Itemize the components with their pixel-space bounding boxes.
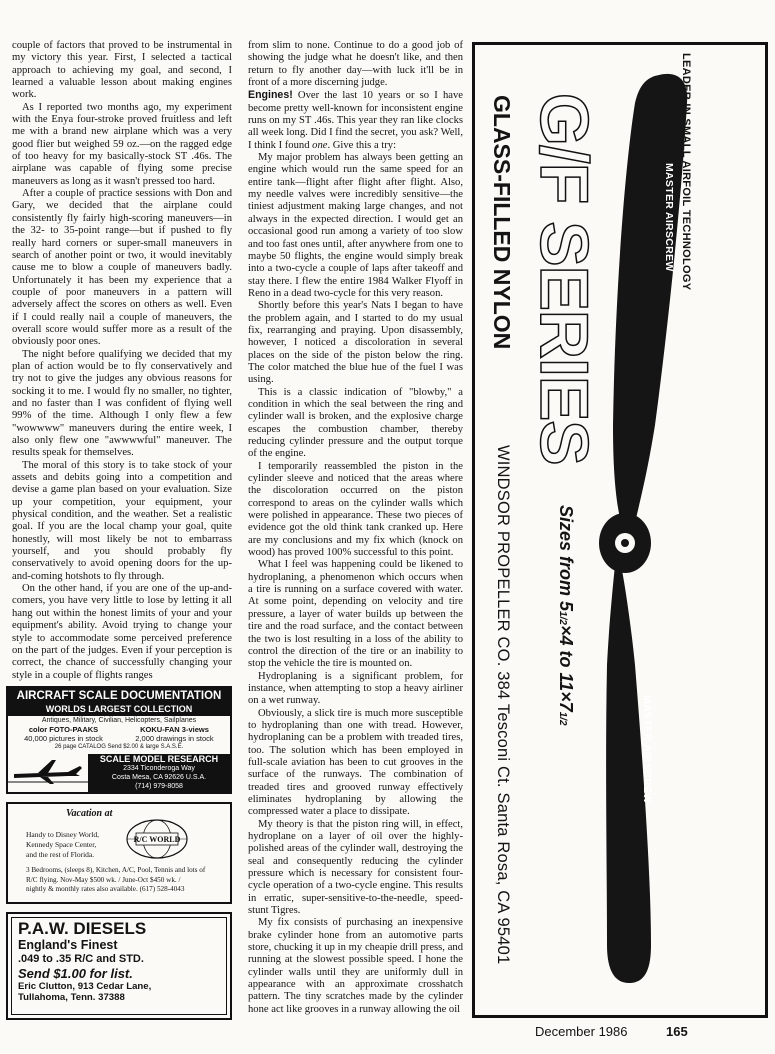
ad-text: Handy to Disney World, (26, 830, 100, 839)
sizes-text: Sizes from 5 (556, 505, 576, 612)
ad-scale-documentation (6, 686, 232, 794)
ad-text: color FOTO-PAAKS (28, 725, 99, 734)
ad-text: Tullahoma, Tenn. 37388 (18, 992, 125, 1003)
article-column-1 (12, 40, 232, 682)
paragraph: What I feel was happening could be likened to hydroplaning, a phenomenon which occurs when a tire is running on a surface covered with water. At some point, depending on velocity and tire pressure, a layer of water builds up between the tire and the road surface, and the contact between the two is lost resulting in a loss of the ability to control the direction of the tire or an inability to stop the vehicle the tire is mounted on. (248, 559, 463, 670)
sizes-text: ×4 to 11×7 (556, 624, 576, 712)
material-title: GLASS-FILLED NYLON (489, 95, 515, 350)
paragraph: from slim to none. Continue to do a good job of showing the judge what he doesn't like, and then return to fly another day—with luck it'll be in front of a more discerning judge. (248, 40, 463, 89)
blade-label-bottom: MASTER AIRSCREW (641, 695, 653, 804)
ad-title: P.A.W. DIESELS (18, 919, 147, 938)
paragraph: As I reported two months ago, my experiment with the Enya four-stroke proved fruitless and left me with a brand new airplane which was a very good flier but weighed 59 oz.—on the ragged edge of too heavy for my basically-stock ST .46s. The airplane was capable of flying some precise maneuvers as long as it wasn't pressed too hard. (12, 101, 232, 187)
ad-line: Antiques, Military, Civilian, Helicopters, Sailplanes (41, 717, 197, 724)
company-address: WINDSOR PROPELLER CO. 384 Tesconi Ct. Santa Rosa, CA 95401 (494, 445, 512, 965)
ad-details (26, 866, 226, 895)
paragraph: I temporarily reassembled the piston in the cylinder sleeve and noticed that the areas where the discoloration occurred on the piston correspond to areas on the cylinder walls which were polished in appearance. These two pieces of evidence got the old think tank cranked up. Here are my conclusions and my fix which (knock on wood) has proved 100% successful to this point. (248, 460, 463, 559)
emphasis: one (312, 139, 328, 151)
ad-text: Kennedy Space Center, (26, 840, 97, 849)
ad-text: nightly & monthly rates also available. (617) 528-4043 (26, 885, 185, 894)
sizes-line (552, 505, 576, 726)
ad-subtitle: England's Finest (18, 938, 118, 952)
rc-world-logo (124, 818, 190, 860)
paragraph: On the other hand, if you are one of the up-and-comers, you have very little to lose by letting it all hang out within the honest limits of your and your equipment's ability. Avoid trying to change your style to accommodate some perceived preference on the part of the judges. Even if your perception is correct, the chance of successfully changing your style in a couple of flights ranges (12, 583, 232, 681)
ad-vacation (6, 802, 232, 904)
logo-text: R/C WORLD (133, 835, 181, 844)
ad-address: 2334 Ticonderoga Way (123, 765, 195, 772)
paragraph-text: Over the last 10 years or so I have become pretty well-known for inconsistent engine runs on my ST .46s. This year they ran like clocks all week long. Did I find the secret, you ask? Well, I think I found (248, 90, 463, 151)
ad-text: 40,000 pictures in stock (24, 734, 103, 743)
paragraph: After a couple of practice sessions with Don and Gary, we decided that the airplane could consistently fly fairly high-scoring maneuvers—in the 32- to 35-point range—but if pushed to fly really hard corners or super-small maneuvers in search of another point or two, it would inevitably cause me to blow a couple of maneuvers badly. Unfortunately it has been my experience that a couple of poor maneuvers in a pattern will adversely affect the scores on others as well. Even if I could really nail a couple of maneuvers, the overall score would suffer more as a result of the obviously poor ones. (12, 188, 232, 348)
globe-icon (124, 818, 190, 860)
ad-windsor-propeller (472, 42, 768, 1018)
paragraph-engines (248, 89, 463, 152)
ad-text: Eric Clutton, 913 Cedar Lane, (18, 981, 152, 992)
section-heading: Engines! (248, 89, 293, 102)
ad-text: R/C flying. Nov-May $500 wk. / June-Oct $450 wk. / (26, 875, 181, 884)
page-number: 165 (666, 1024, 688, 1039)
paragraph: My theory is that the piston ring will, in effect, hydroplane on a layer of oil over the highly-polished areas of the cylinder wall, destroying the seal and consequently reducing the cylinder pressure which is necessary for consistent four-cycle operation of a two-cycle engine. This results in erratic, super-sensitive-to-the-needle, speed-stunt Tigres. (248, 818, 463, 917)
paragraph: My major problem has always been getting an engine which would run the same speed for an entire tank—flight after flight after flight. Also, my needle valves were incredibly sensitive—the tiniest adjustment making large changes, and not always in the expected direction. I would get an occasional good run among a variety of too slow and too fast ones until, after anywhere from one to maybe 50 flights, the engine would simply break into a two-cycle a couple of laps after takeoff and stay there. I flew the entire 1984 Walker Flyoff in Reno in a dead two-cycle for this very reason. (248, 152, 463, 299)
paragraph-text: . Give this a try: (327, 139, 397, 151)
ad-company: SCALE MODEL RESEARCH (99, 754, 219, 764)
sizes-fraction: 1/2 (557, 711, 568, 726)
issue-date: December 1986 (535, 1024, 628, 1039)
ad-text: Send $1.00 for list. (18, 966, 133, 981)
blade-label-top: MASTER AIRSCREW (663, 163, 675, 272)
ad-text-block (26, 830, 126, 860)
ad-text: KOKU-FAN 3-views (140, 725, 209, 734)
ad-row (8, 734, 230, 743)
ad-phone: (714) 979-8058 (135, 783, 183, 790)
ad-text: .049 to .35 R/C and STD. (18, 953, 144, 965)
ad-inner-frame (11, 917, 227, 1015)
ad-text: and the rest of Florida. (26, 850, 95, 859)
ad-subtitle: WORLDS LARGEST COLLECTION (8, 704, 230, 716)
article-column-2 (248, 40, 463, 1016)
propeller-image (475, 45, 765, 1015)
ad-address: Costa Mesa, CA 92626 U.S.A. (111, 774, 207, 781)
ad-text: 3 Bedrooms, (sleeps 8), Kitchen, A/C, Pool, Tennis and lots of (26, 866, 206, 874)
paragraph: This is a classic indication of "blowby," a condition in which the seal between the ring and cylinder wall is broken, and the explosive charge escapes the combustion chamber, thereby reducing cylinder pressure and the output torque of the engine. (248, 386, 463, 460)
tagline: LEADER IN SMALL AIRFOIL TECHNOLOGY (680, 53, 692, 291)
paragraph: The moral of this story is to take stock of your assets and debits going into a competition and devise a game plan based on your evaluation. Size up your competition, your equipment, your physical condition, and the weather. Set a realistic goal. If you are the local champ your goal, quite honestly, will most likely be not to embarrass yourself, and you should probably fly conservatively to avoid opening doors for the up-and-coming hotshots to fly through. (12, 459, 232, 582)
ad-text: 2,000 drawings in stock (135, 734, 214, 743)
ad-paw-diesels (6, 912, 232, 1020)
airplane-icon (8, 754, 88, 788)
ad-bottom (8, 754, 230, 792)
paragraph: Obviously, a slick tire is much more susceptible to hydroplaning than one with tread. However, hydroplaning can be a problem with treaded tires, too. The solution which has been employed in full-scale aviation has been to cut grooves in the surface of the runways. The combination of treaded tires and grooved runway effectively eliminates hydroplaning by allowing the compressed water a place to dissipate. (248, 707, 463, 818)
sizes-fraction: 1/2 (557, 611, 568, 625)
ad-address-block (88, 754, 230, 792)
paragraph: Shortly before this year's Nats I began to have the problem again, and I started to do my usual fix, rearranging and praying. Upon disassembly, however, I noticed a discoloration in several places on the side of the piston below the ring. The color matched the blue hue of the fuel I was using. (248, 300, 463, 386)
brand-title: G/F SERIES (526, 93, 602, 465)
ad-title: Vacation at (66, 808, 113, 819)
paragraph: The night before qualifying we decided that my plan of action would be to fly conservatively and try not to give the judges any obvious reasons for socking it to me. I would fly no smaller, no tighter, and no faster than I was confident of flying well 99% of the time. Although I only flew a few "wowwww" maneuvers during the entire week, I also only flew one "awwwwful" maneuver. The results speak for themselves. (12, 348, 232, 459)
paragraph: My fix consists of purchasing an inexpensive brake cylinder hone from an automotive parts store, chucking it up in my cheapie drill press, and running at the slowest possible speed. I hone the cylinder walls until they are uniformly dull in appearance with an approximate crosshatch pattern. The tiny scratches made by the cylinder hone act like grooves in a runway allowing the oil (248, 917, 463, 1015)
ad-title: AIRCRAFT SCALE DOCUMENTATION (8, 688, 230, 704)
paragraph: Hydroplaning is a significant problem, for instance, when attempting to stop a heavy airliner on a wet runway. (248, 670, 463, 707)
paragraph: couple of factors that proved to be instrumental in my victory this year. First, I selected a tactical approach to achieving my goal, and second, I learned a valuable lesson about making engines work. (12, 40, 232, 101)
ad-row (8, 725, 230, 734)
ad-catalog: 26 page CATALOG Send $2.00 & large S.A.S.E. (54, 744, 184, 750)
